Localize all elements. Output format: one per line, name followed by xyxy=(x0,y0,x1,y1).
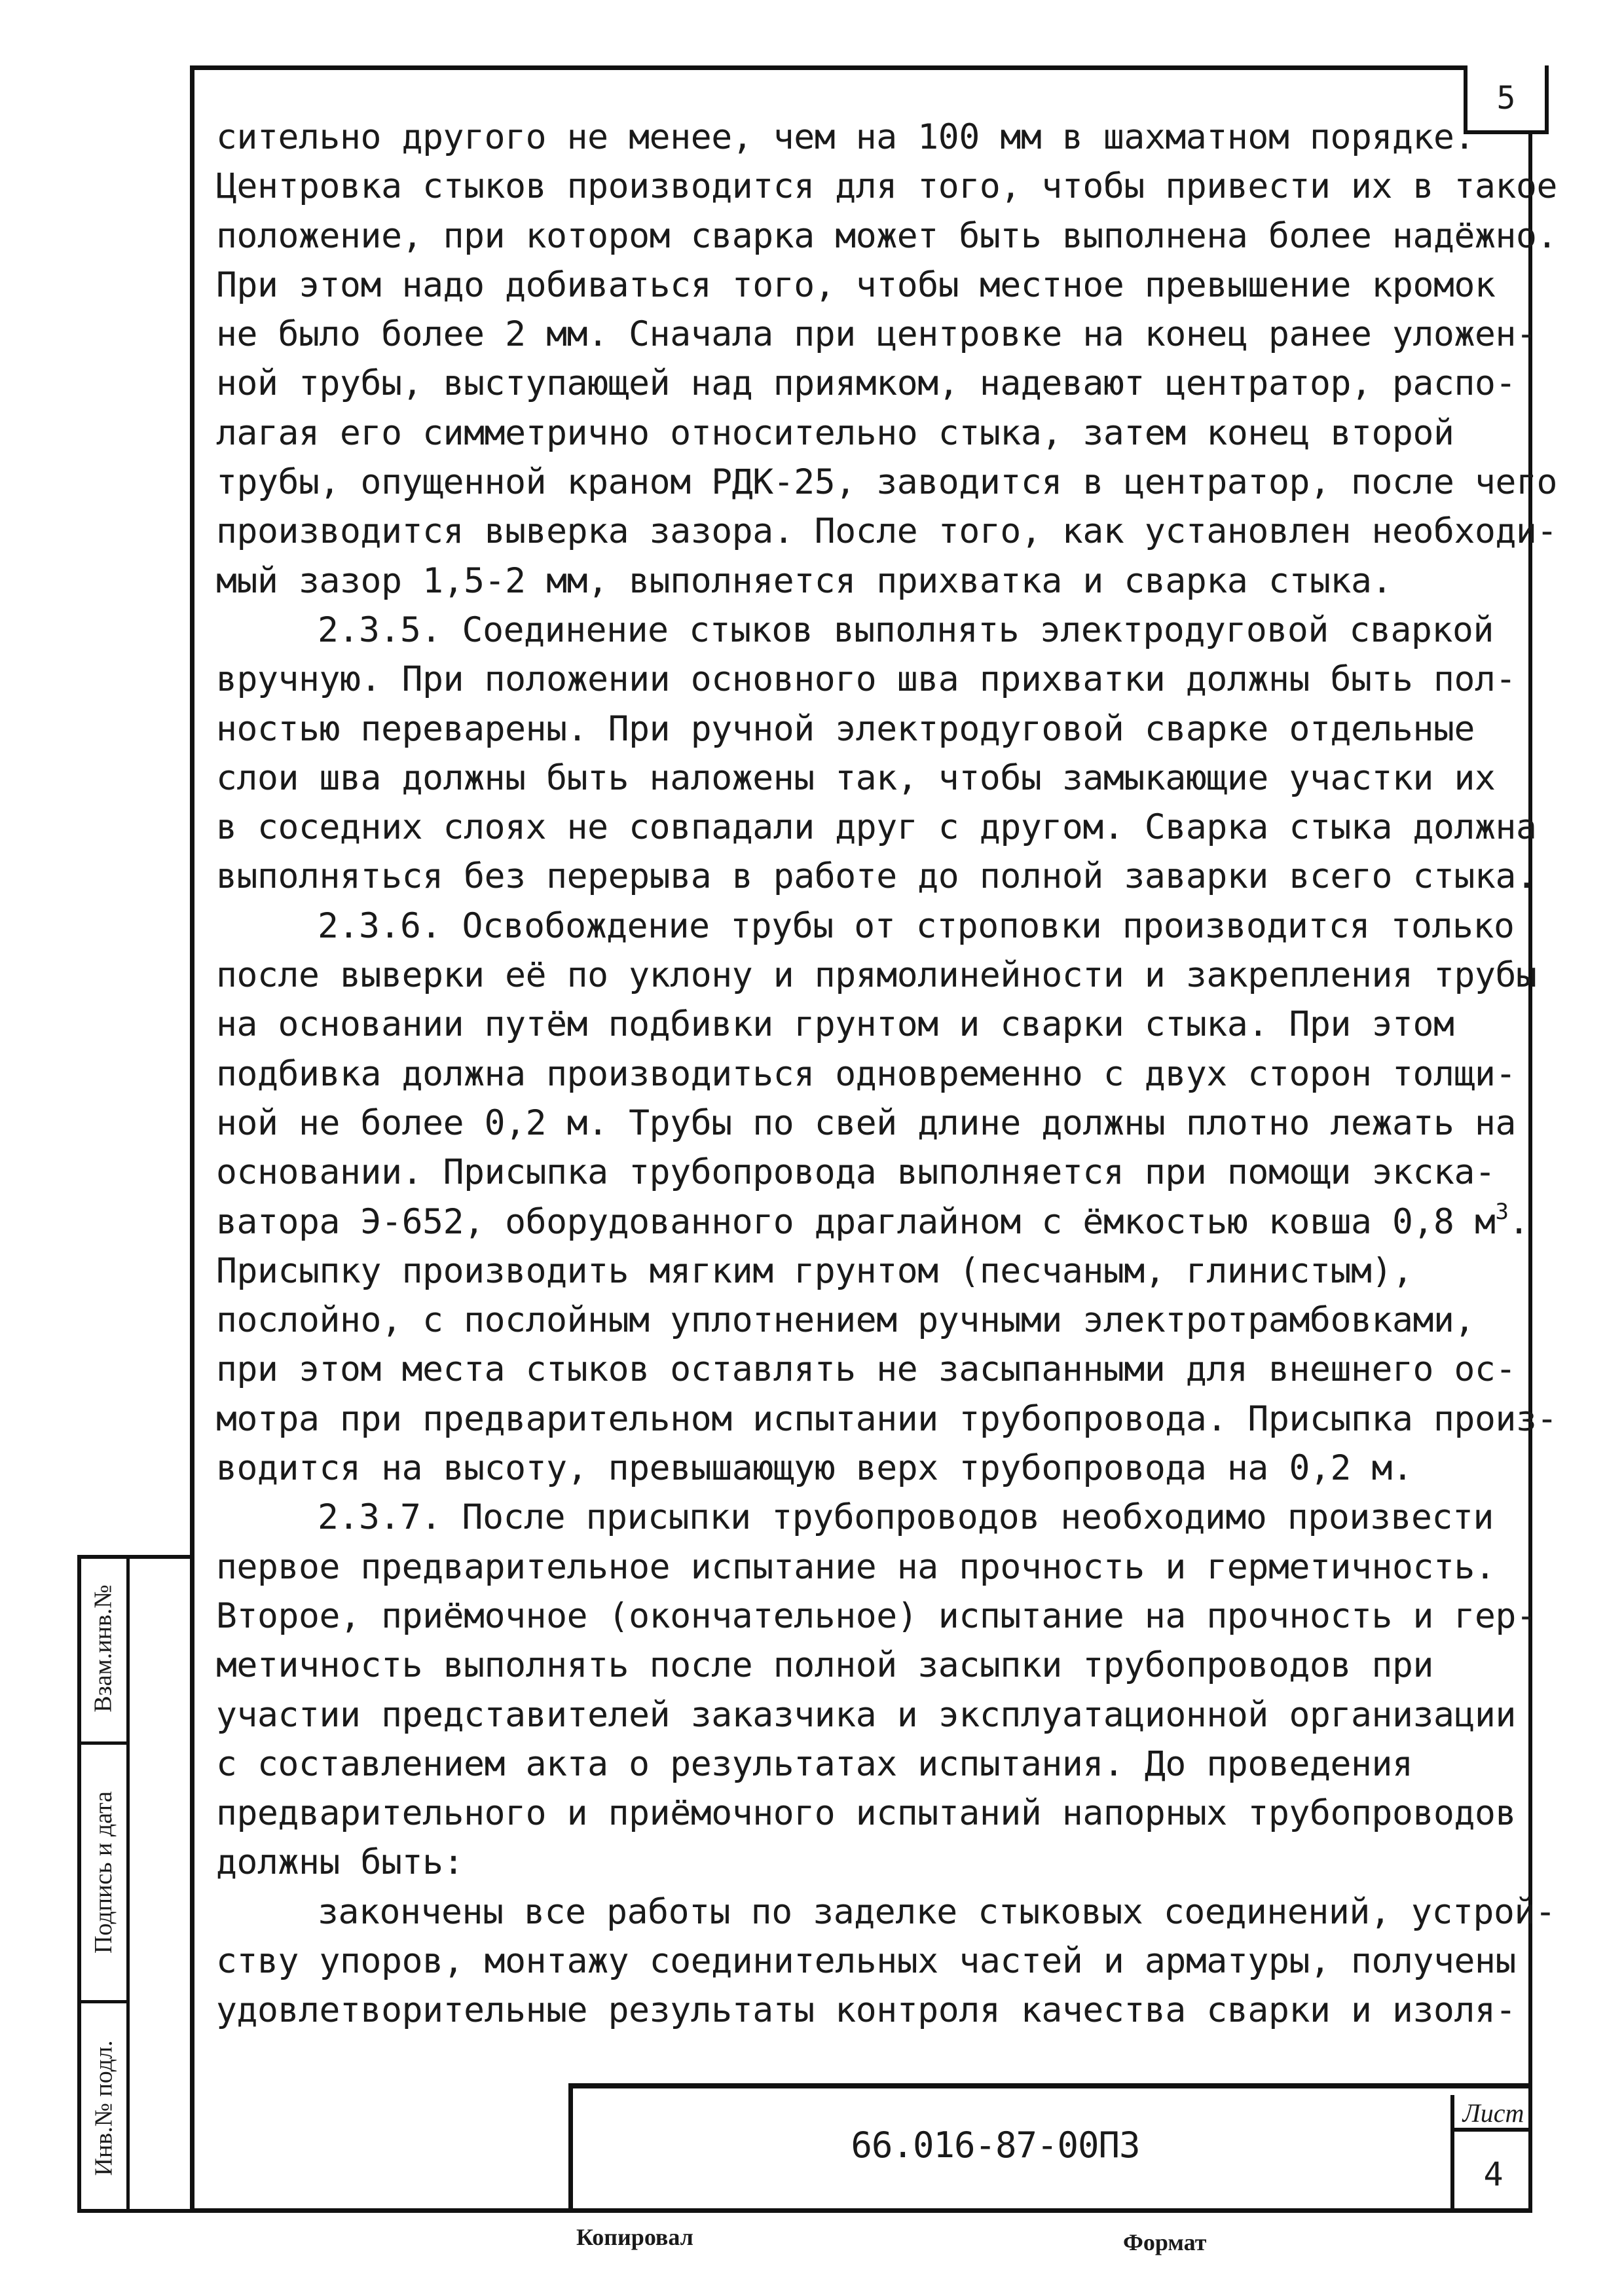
paragraph-start-2-3-7: 2.3.7. После присыпки трубопроводов необходимо произвести xyxy=(318,1497,1494,1538)
text-line-main: ватора Э-652, оборудованного драглайном с ёмкостью ковша 0,8 м xyxy=(216,1201,1496,1242)
text-line: при этом места стыков оставлять не засыпанными для внешнего ос- xyxy=(216,1349,1517,1390)
text-line: мый зазор 1,5-2 мм, выполняется прихватка и сварка стыка. xyxy=(216,560,1392,601)
text-line: При этом надо добиваться того, чтобы местное превышение кромок xyxy=(216,264,1496,305)
text-line: после выверки её по уклону и прямолинейности и закрепления трубы xyxy=(216,955,1537,996)
text-line: ной трубы, выступающей над приямком, надевают центратор, распо- xyxy=(216,363,1517,404)
text-line: выполняться без перерыва в работе до полной заварки всего стыка. xyxy=(216,856,1537,897)
side-stamp-cell-original xyxy=(77,2003,130,2213)
text-line: Присыпку производить мягким грунтом (песчаным, глинистым), xyxy=(216,1250,1413,1291)
text-line: предварительного и приёмочного испытаний напорных трубопроводов xyxy=(216,1793,1517,1834)
text-line: удовлетворительные результаты контроля качества сварки и изоля- xyxy=(216,1990,1517,2031)
text-line: первое предварительное испытание на прочность и герметичность. xyxy=(216,1546,1496,1587)
text-line: вручную. При положении основного шва прихватки должны быть пол- xyxy=(216,659,1517,700)
format-label: Формат xyxy=(1123,2229,1207,2255)
text-line: Центровка стыков производится для того, чтобы привести их в такое xyxy=(216,166,1558,207)
text-line: подбивка должна производиться одновременно с двух сторон толщи- xyxy=(216,1053,1517,1094)
text-line: трубы, опущенной краном РДК-25, заводится в центратор, после чего xyxy=(216,462,1558,503)
text-line: не было более 2 мм. Сначала при центровке на конец ранее уложен- xyxy=(216,314,1537,355)
paragraph-start-2-3-5: 2.3.5. Соединение стыков выполнять электродуговой сваркой xyxy=(318,610,1494,650)
side-stamp-cell-replace xyxy=(77,1555,130,1745)
sheet-label: Лист xyxy=(1454,2095,1532,2132)
text-line: в соседних слоях не совпадали друг с другом. Сварка стыка должна xyxy=(216,807,1537,848)
page-number: 5 xyxy=(1464,65,1549,134)
text-line: ству упоров, монтажу соединительных частей и арматуры, получены xyxy=(216,1941,1517,1981)
sheet-number: 4 xyxy=(1483,2155,1504,2193)
text-line: лагая его симметрично относительно стыка, затем конец второй xyxy=(216,412,1454,453)
text-line: положение, при котором сварка может быть выполнена более надёжно. xyxy=(216,215,1558,256)
text-line: производится выверка зазора. После того, как установлен необходи- xyxy=(216,511,1558,552)
paragraph-start-list: закончены все работы по заделке стыковых соединений, устрой- xyxy=(318,1891,1556,1932)
copied-label: Копировал xyxy=(576,2224,693,2250)
text-line: участии представителей заказчика и эксплуатационной организации xyxy=(216,1694,1517,1735)
period: . xyxy=(1508,1201,1530,1242)
text-line: метичность выполнять после полной засыпки трубопроводов при xyxy=(216,1645,1434,1686)
text-line: должны быть: xyxy=(216,1842,464,1883)
paragraph-start-2-3-6: 2.3.6. Освобождение трубы от строповки производится только xyxy=(318,905,1515,946)
text-line: основании. Присыпка трубопровода выполняется при помощи экска- xyxy=(216,1152,1496,1193)
text-line: мотра при предварительном испытании трубопровода. Присыпка произ- xyxy=(216,1398,1558,1439)
document-body xyxy=(216,113,1558,2035)
text-line: на основании путём подбивки грунтом и сварки стыка. При этом xyxy=(216,1004,1454,1045)
side-stamp-inv-replace: Взам.инв.№ xyxy=(90,1584,118,1713)
text-line: сительно другого не менее, чем на 100 мм в шахматном порядке. xyxy=(216,117,1475,157)
text-line: слои шва должны быть наложены так, чтобы замыкающие участки их xyxy=(216,757,1496,798)
text-line: ностью переварены. При ручной электродуговой сварке отдельные xyxy=(216,708,1475,749)
text-line: с составлением акта о результатах испытания. До проведения xyxy=(216,1743,1413,1784)
superscript: 3 xyxy=(1495,1198,1509,1225)
side-stamp-inv-original: Инв.№ подл. xyxy=(90,2040,118,2176)
text-line-with-superscript xyxy=(216,1197,1532,1247)
text-line: Второе, приёмочное (окончательное) испытание на прочность и гер- xyxy=(216,1595,1537,1636)
text-line: водится на высоту, превышающую верх трубопровода на 0,2 м. xyxy=(216,1448,1413,1489)
side-stamp-signature-date: Подпись и дата xyxy=(90,1791,118,1954)
side-stamp-cell-signature xyxy=(77,1745,130,2003)
text-line: послойно, с послойным уплотнением ручными электротрамбовками, xyxy=(216,1300,1475,1341)
document-code: 66.016-87-00ПЗ xyxy=(851,2124,1140,2166)
text-line: ной не более 0,2 м. Трубы по свей длине должны плотно лежать на xyxy=(216,1102,1517,1143)
